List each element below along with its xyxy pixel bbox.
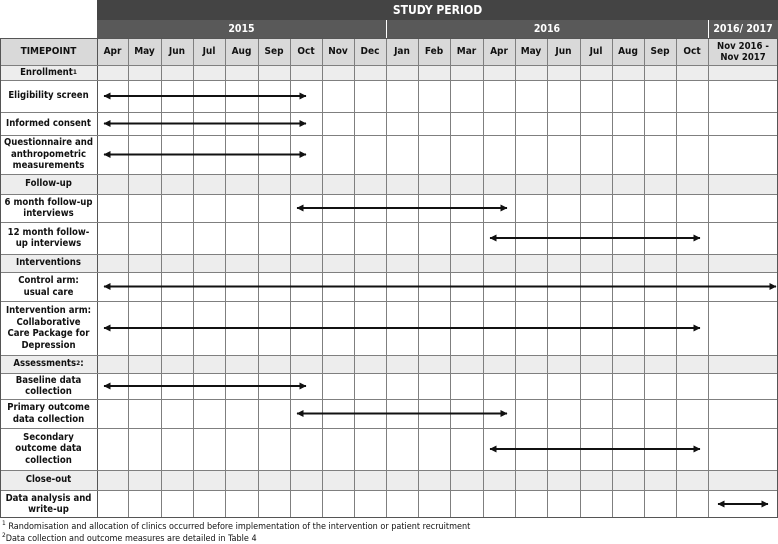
study-period-header: STUDY PERIOD [97, 0, 778, 20]
row-label-text: 6 month follow-up interviews [4, 196, 93, 219]
month-header-8: Nov [322, 38, 354, 65]
row-label-text: Interventions [16, 257, 81, 269]
row-label-text: Primary outcome data collection [7, 402, 90, 425]
row-label-text: Baseline data collection [15, 374, 82, 397]
month-header-4: Jul [193, 38, 225, 65]
month-header-6: Sep [258, 38, 290, 65]
month-header-7: Oct [290, 38, 322, 65]
row-label-text: Data analysis and write-up [5, 492, 92, 515]
row-label-text: 12 month follow-up interviews [7, 226, 90, 249]
year-2016: 2016 [386, 20, 708, 38]
month-header-3: Jun [161, 38, 193, 65]
row-label-suffix: : [80, 358, 84, 370]
month-header-14: May [515, 38, 547, 65]
timepoint-header: TIMEPOINT [0, 38, 97, 65]
month-header-2: May [128, 38, 161, 65]
month-header-9: Dec [354, 38, 386, 65]
footnote-2 [2, 531, 257, 544]
row-label-superscript: 2 [76, 359, 81, 368]
row-label-text: Assessments [13, 358, 77, 370]
month-header-20: Nov 2016 - Nov 2017 [708, 38, 778, 65]
row-label-text: Intervention arm: Collaborative Care Package for Depression [5, 305, 92, 351]
month-header-15: Jun [547, 38, 580, 65]
month-header-5: Aug [225, 38, 258, 65]
row-label-text: Enrollment [20, 66, 73, 78]
footnote-1-mark: 1 [2, 519, 6, 527]
footnote-1-text: Randomisation and allocation of clinics occurred before implementation of the intervention or patient recruitment [8, 522, 471, 532]
month-header-17: Aug [612, 38, 644, 65]
month-header-13: Apr [483, 38, 515, 65]
month-header-1: Apr [97, 38, 128, 65]
footnote-2-mark: 2 [2, 531, 6, 539]
month-header-19: Oct [676, 38, 708, 65]
row-label-text: Informed consent [6, 117, 91, 129]
month-header-11: Feb [418, 38, 450, 65]
month-header-12: Mar [450, 38, 483, 65]
month-header-16: Jul [580, 38, 612, 65]
row-label-text: Control arm: usual care [18, 275, 79, 298]
row-label-text: Secondary outcome data collection [15, 431, 82, 466]
year-2015: 2015 [97, 20, 386, 38]
footnote-2-text: Data collection and outcome measures are detailed in Table 4 [5, 534, 257, 544]
month-header-18: Sep [644, 38, 676, 65]
year-2016-2017: 2016/ 2017 [708, 20, 778, 38]
row-label-superscript: 1 [72, 67, 77, 76]
row-label-text: Follow-up [25, 178, 72, 190]
row-label-text: Questionnaire and anthropometric measurements [4, 137, 93, 172]
row-label-text: Close-out [25, 474, 72, 486]
row-label-text: Eligibility screen [8, 90, 89, 102]
month-header-10: Jan [386, 38, 418, 65]
